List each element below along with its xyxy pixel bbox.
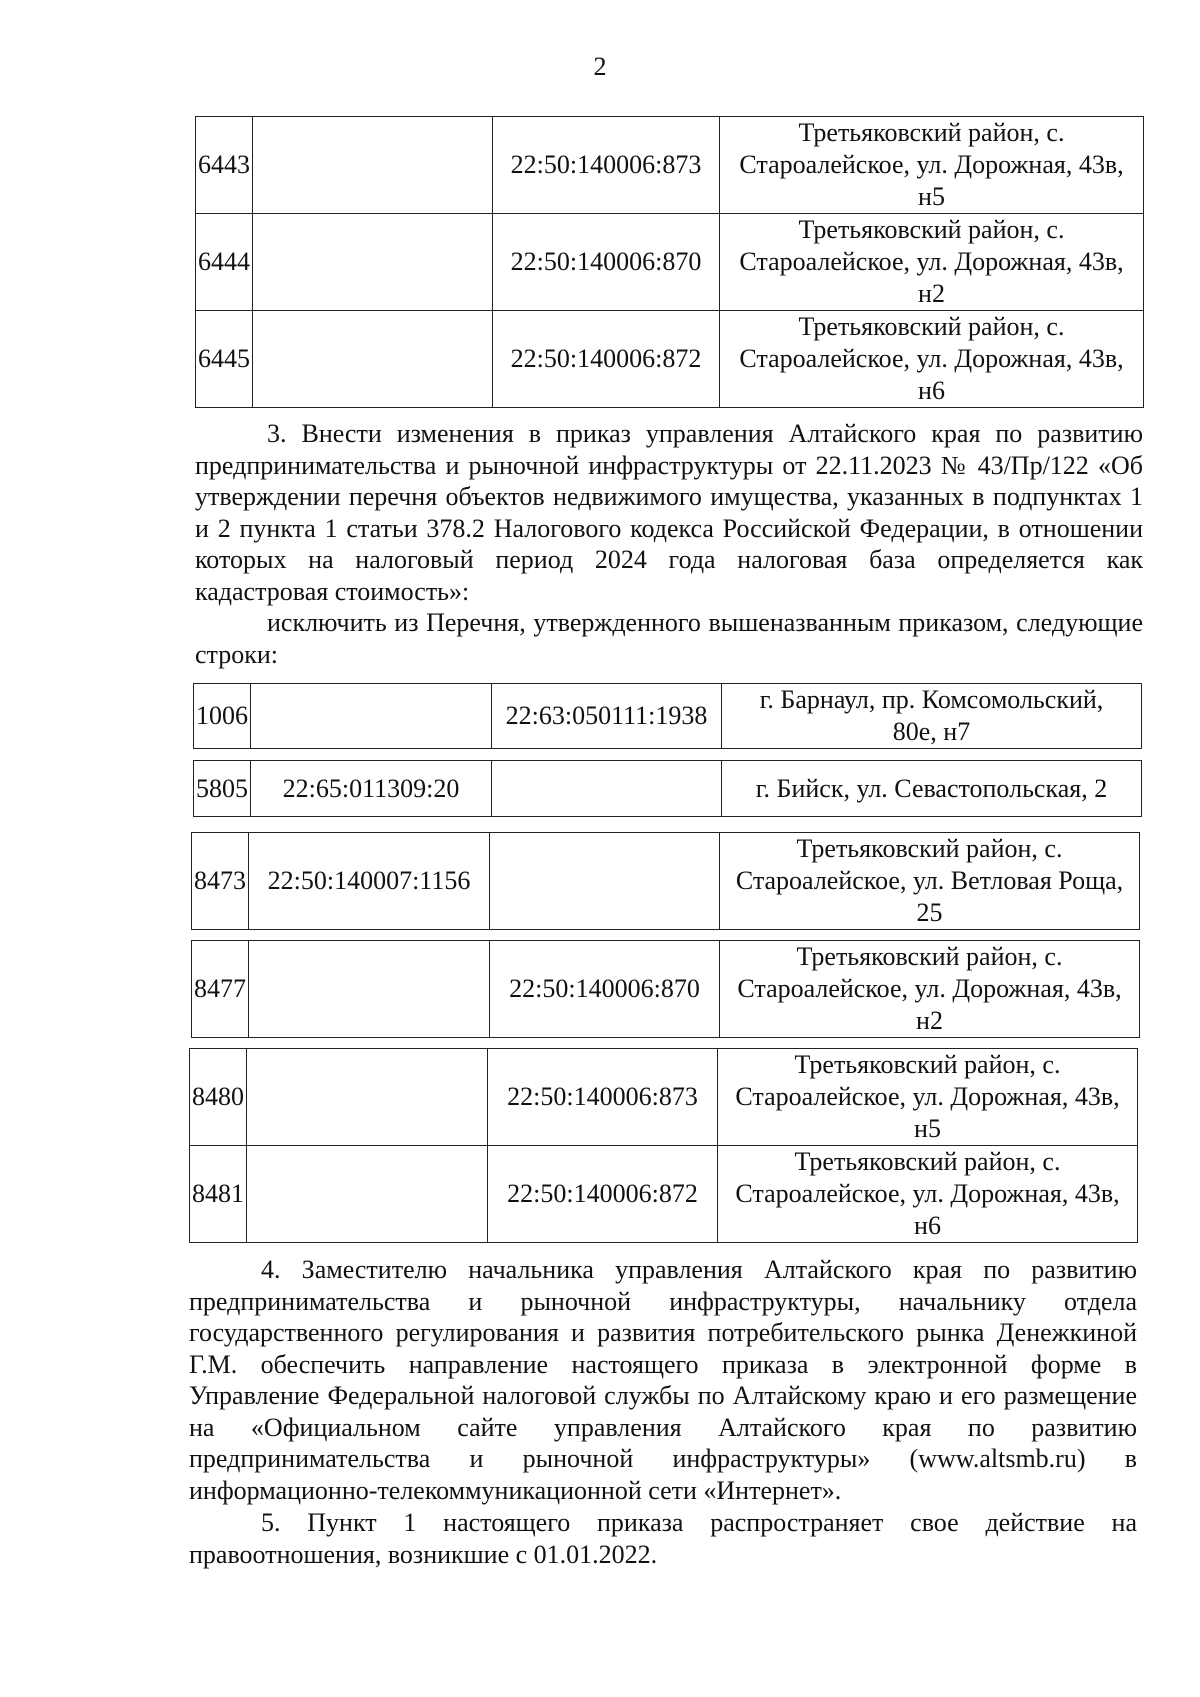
address-line: Третьяковский район, с.: [796, 942, 1063, 971]
page-number: 2: [593, 52, 607, 81]
address-cell: [718, 1146, 1138, 1243]
excluded-table-5805: [193, 760, 1142, 817]
paragraph-5: 5. Пункт 1 настоящего приказа распространяет свое действие на правоотношения, возникшие с 01.01.2022.: [189, 1508, 1137, 1569]
cadastral-number-cell: [249, 941, 490, 1038]
cadastral-number-cell: 22:50:140006:873: [493, 117, 720, 214]
cadastral-number-cell: 22:50:140006:873: [488, 1049, 718, 1146]
cadastral-number-cell: 22:50:140006:870: [490, 941, 720, 1038]
excluded-table-8473: [191, 832, 1140, 930]
row-number-cell: 1006: [194, 684, 251, 749]
table-row: [192, 941, 1140, 1038]
paragraph-4: 4. Заместителю начальника управления Алтайского края по развитию предпринимательства и рыночной инфраструктуры, начальнику отдела государственного регулирования и развития потребительского рынка Денежкиной Г.М. обеспечить направление настоящего приказа в электронной форме в Управление Федеральной налоговой службы по Алтайскому краю и его размещение на «Официальном сайте управления Алтайского края по развитию предпринимательства и рыночной инфраструктуры» (www.altsmb.ru) в информационно-телекоммуникационной сети «Интернет».: [189, 1255, 1137, 1505]
address-line: Третьяковский район, с.: [794, 1147, 1061, 1176]
address-cell: [720, 117, 1144, 214]
address-cell: [720, 833, 1140, 930]
address-line: Третьяковский район, с.: [794, 1050, 1061, 1079]
table-row: [196, 214, 1144, 311]
row-number-cell: 8473: [192, 833, 249, 930]
table-row: [194, 684, 1142, 749]
address-line: н2: [916, 1006, 943, 1035]
address-cell: [720, 214, 1144, 311]
address-line: Третьяковский район, с.: [798, 215, 1065, 244]
paragraph-exclude: исключить из Перечня, утвержденного вышеназванным приказом, следующие строки:: [195, 608, 1143, 669]
address-line: Третьяковский район, с.: [796, 834, 1063, 863]
cadastral-number-cell: [253, 214, 493, 311]
table-row: [194, 761, 1142, 817]
address-cell: [718, 1049, 1138, 1146]
address-line: г. Барнаул, пр. Комсомольский,: [759, 685, 1104, 714]
address-line: Староалейское, ул. Дорожная, 43в,: [737, 974, 1122, 1003]
property-table-top: [195, 116, 1144, 408]
table-row: [196, 117, 1144, 214]
row-number-cell: 6444: [196, 214, 253, 311]
row-number-cell: 8480: [190, 1049, 247, 1146]
address-line: 25: [916, 898, 943, 927]
cadastral-number-cell: 22:50:140006:870: [493, 214, 720, 311]
address-line: н2: [918, 279, 945, 308]
address-line: 80е, н7: [892, 717, 971, 746]
cadastral-number-cell: [490, 833, 720, 930]
address-cell: [722, 684, 1142, 749]
address-line: Староалейское, ул. Дорожная, 43в,: [735, 1082, 1120, 1111]
table-row: [190, 1049, 1138, 1146]
excluded-table-8477: [191, 940, 1140, 1038]
cadastral-number-cell: [253, 311, 493, 408]
row-number-cell: 6445: [196, 311, 253, 408]
table-row: [192, 833, 1140, 930]
row-number-cell: 8477: [192, 941, 249, 1038]
excluded-table-8480-8481: [189, 1048, 1138, 1243]
cadastral-number-cell: [251, 684, 492, 749]
excluded-table-1006: [193, 683, 1142, 749]
cadastral-number-cell: 22:50:140006:872: [488, 1146, 718, 1243]
cadastral-number-cell: 22:50:140007:1156: [249, 833, 490, 930]
row-number-cell: 8481: [190, 1146, 247, 1243]
address-line: Третьяковский район, с.: [798, 312, 1065, 341]
address-line: г. Бийск, ул. Севастопольская, 2: [755, 773, 1108, 803]
cadastral-number-cell: 22:50:140006:872: [493, 311, 720, 408]
cadastral-number-cell: [253, 117, 493, 214]
address-line: н6: [918, 376, 945, 405]
address-line: Староалейское, ул. Дорожная, 43в,: [735, 1179, 1120, 1208]
table-row: [190, 1146, 1138, 1243]
address-line: Староалейское, ул. Дорожная, 43в,: [739, 247, 1124, 276]
address-cell: [720, 311, 1144, 408]
row-number-cell: 5805: [194, 761, 251, 817]
address-line: Староалейское, ул. Дорожная, 43в,: [739, 150, 1124, 179]
row-number-cell: 6443: [196, 117, 253, 214]
address-line: Третьяковский район, с.: [798, 118, 1065, 147]
address-line: Староалейское, ул. Дорожная, 43в,: [739, 344, 1124, 373]
address-line: н6: [914, 1211, 941, 1240]
cadastral-number-cell: 22:65:011309:20: [251, 761, 492, 817]
table-row: [196, 311, 1144, 408]
address-line: н5: [918, 182, 945, 211]
cadastral-number-cell: [247, 1049, 488, 1146]
cadastral-number-cell: [492, 761, 722, 817]
cadastral-number-cell: [247, 1146, 488, 1243]
cadastral-number-cell: 22:63:050111:1938: [492, 684, 722, 749]
paragraph-3: 3. Внести изменения в приказ управления Алтайского края по развитию предпринимательства и рыночной инфраструктуры от 22.11.2023 № 43/Пр/122 «Об утверждении перечня объектов недвижимого имущества, указанных в подпунктах 1 и 2 пункта 1 статьи 378.2 Налогового кодекса Российской Федерации, в отношении которых на налоговый период 2024 года налоговая база определяется как кадастровая стоимость»:: [195, 419, 1143, 606]
address-line: н5: [914, 1114, 941, 1143]
address-line: Староалейское, ул. Ветловая Роща,: [735, 866, 1124, 895]
address-cell: [722, 761, 1142, 817]
address-cell: [720, 941, 1140, 1038]
